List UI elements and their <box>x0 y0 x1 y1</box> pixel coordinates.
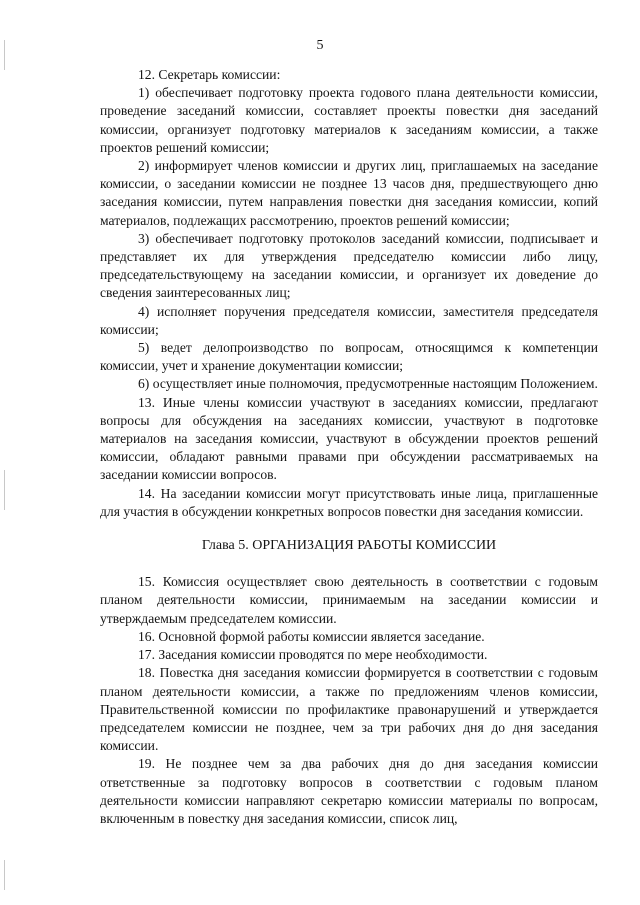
paragraph-15: 15. Комиссия осуществляет свою деятельность в соответствии с годовым планом деятельности комиссии, принимаемым на заседании комиссии и утверждаемым председателем комиссии. <box>100 574 598 626</box>
paragraph-12-item-6: 6) осуществляет иные полномочия, предусмотренные настоящим Положением. <box>138 376 598 392</box>
paragraph-12-heading: 12. Секретарь комиссии: <box>138 67 281 82</box>
page-number: 5 <box>316 38 324 53</box>
paragraph-14: 14. На заседании комиссии могут присутствовать иные лица, приглашенные для участия в обсуждении конкретных вопросов повестки дня заседания комиссии. <box>100 485 598 519</box>
scan-edge-mark <box>4 470 5 510</box>
paragraph-12-item-2: 2) информирует членов комиссии и других лиц, приглашаемых на заседание комиссии, о заседании комиссии не позднее 13 часов дня, предшествующего дню заседания комиссии, путем направления повестки дня заседания комиссии, копий материалов, подлежащих рассмотрению, проектов решений комиссии; <box>100 158 598 228</box>
document-body <box>100 66 598 828</box>
paragraph-19: 19. Не позднее чем за два рабочих дня до дня заседания комиссии ответственные за подготовку вопросов в соответствии с годовым планом деятельности комиссии направляют секретарю комиссии материалы по вопросам, включенным в повестку дня заседания комиссии, список лиц, <box>100 756 598 826</box>
paragraph-12-item-3: 3) обеспечивает подготовку протоколов заседаний комиссии, подписывает и представляет их для утверждения председателю комиссии либо лицу, председательствующему на заседании комиссии, и организует их доведение до сведения заинтересованных лиц; <box>100 230 598 301</box>
scan-edge-mark <box>4 860 5 890</box>
paragraph-17: 17. Заседания комиссии проводятся по мере необходимости. <box>138 647 488 663</box>
paragraph-13: 13. Иные члены комиссии участвуют в заседаниях комиссии, предлагают вопросы для обсуждения на заседаниях комиссии, участвуют в подготовке материалов на заседания комиссии, участвуют в обсуждении проектов решений комиссии, обладают равными правами при обсуждении рассматриваемых на заседании комиссии вопросов. <box>100 394 598 483</box>
paragraph-16: 16. Основной формой работы комиссии является заседание. <box>138 628 485 644</box>
paragraph-12-item-1: 1) обеспечивает подготовку проекта годового плана деятельности комиссии, проведение заседаний комиссии, составляет проекты повестки дня заседаний комиссии, организует подготовку материалов к заседаниям комиссии, а также проектов решений комиссии; <box>100 85 598 155</box>
chapter-title: Глава 5. ОРГАНИЗАЦИЯ РАБОТЫ КОМИССИИ <box>201 538 497 554</box>
paragraph-12-item-4: 4) исполняет поручения председателя комиссии, заместителя председателя комиссии; <box>100 303 598 337</box>
paragraph-12-item-5: 5) ведет делопроизводство по вопросам, относящимся к компетенции комиссии, учет и хранение документации комиссии; <box>100 340 598 374</box>
paragraph-18: 18. Повестка дня заседания комиссии формируется в соответствии с годовым планом деятельности комиссии, а также по предложениям членов комиссии, Правительственной комиссии по профилактике правонарушений и утверждается председателем комиссии не позднее, чем за три рабочих дня до дня заседания комиссии. <box>100 665 598 754</box>
